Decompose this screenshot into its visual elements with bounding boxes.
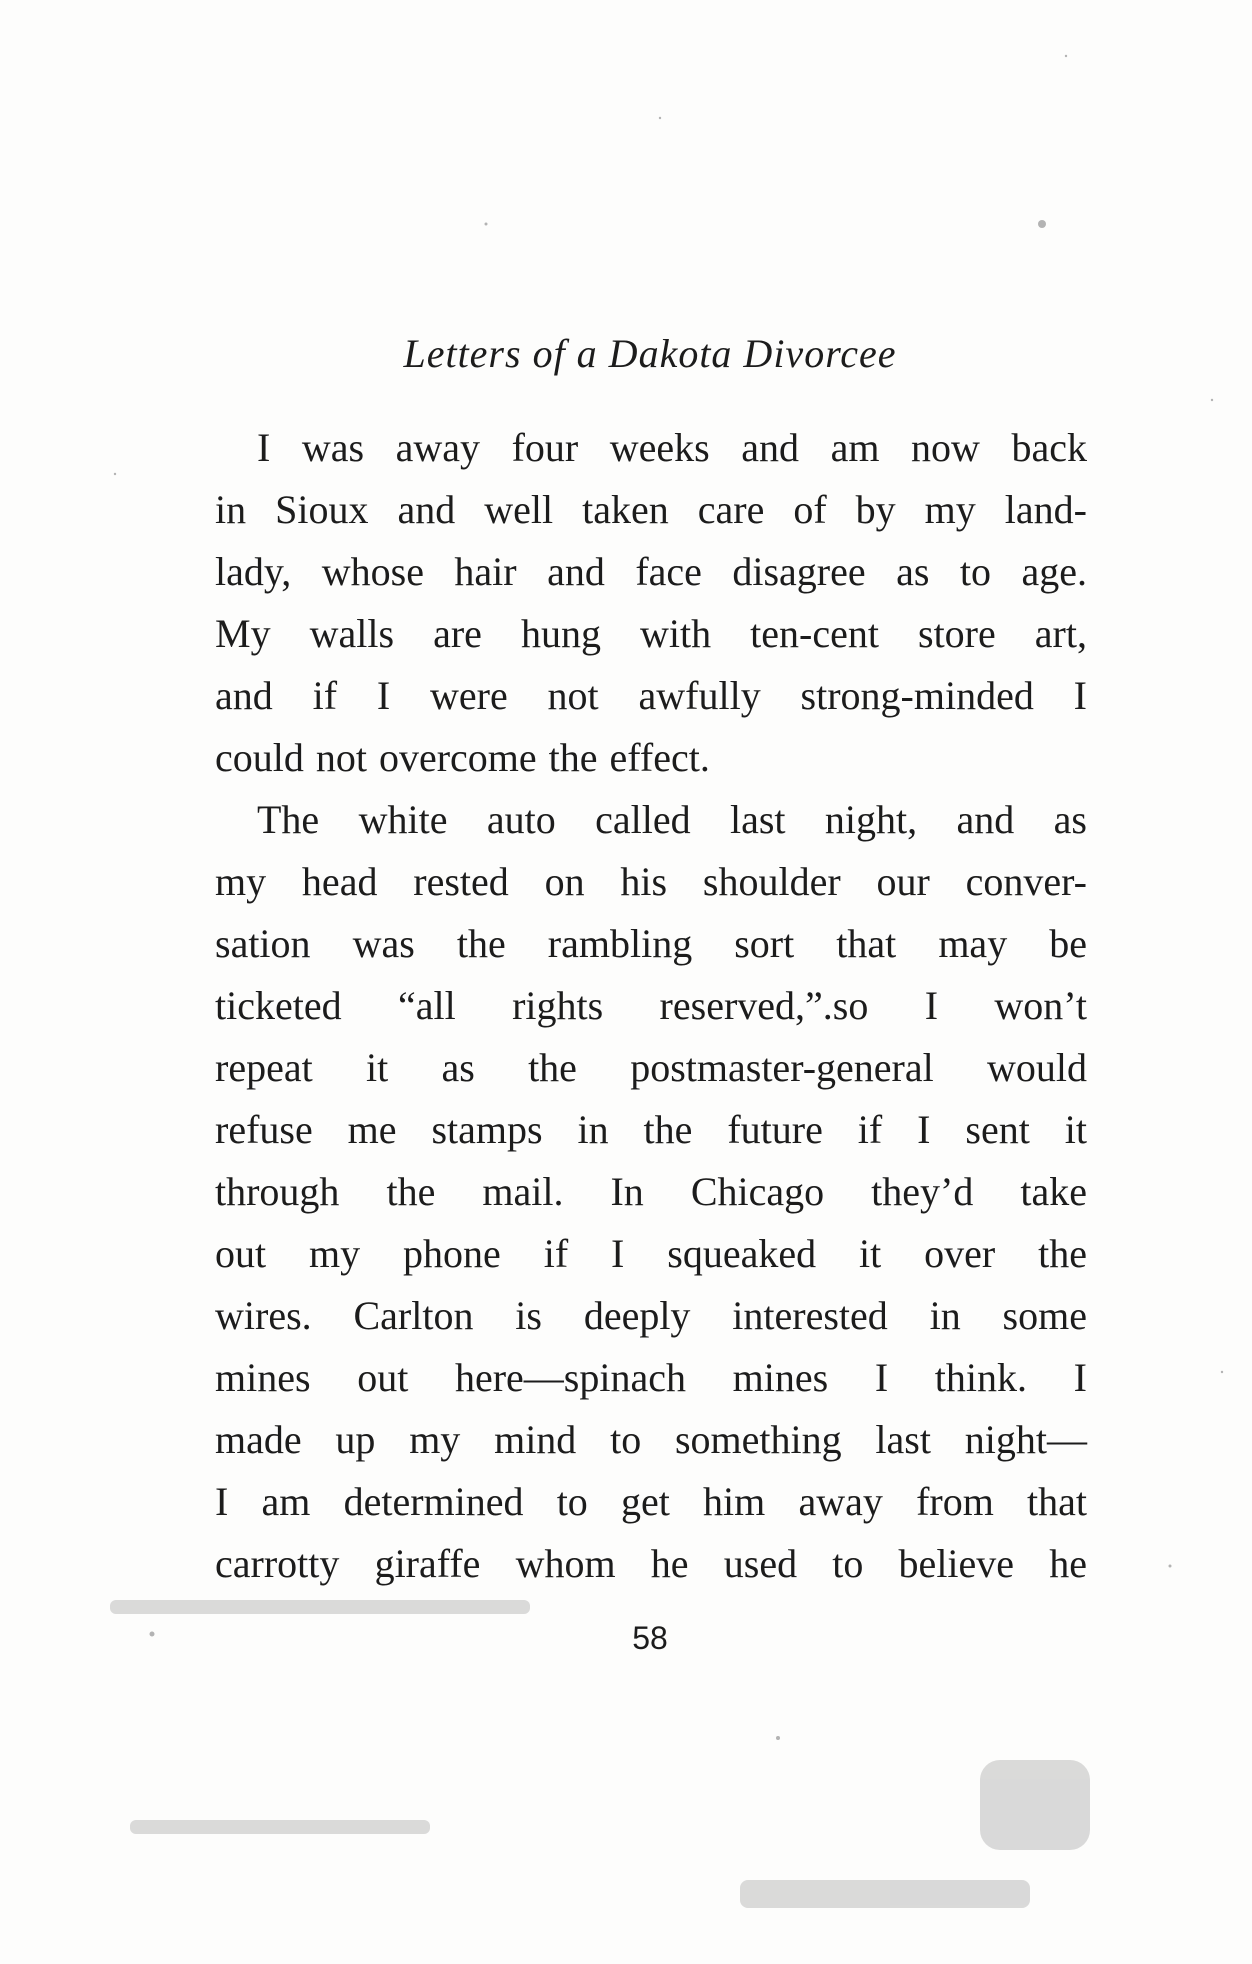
text-line: in Sioux and well taken care of by my land- (215, 487, 1087, 532)
running-head: Letters of a Dakota Divorcee (403, 331, 897, 376)
text-line: could not overcome the effect. (215, 735, 710, 780)
text-line: ticketed “all rights reserved,”.so I won’t (215, 983, 1087, 1028)
text-line: and if I were not awfully strong-minded I (215, 673, 1087, 718)
text-line: I was away four weeks and am now back (257, 425, 1087, 470)
text-line: refuse me stamps in the future if I sent it (215, 1107, 1087, 1152)
text-line: through the mail. In Chicago they’d take (215, 1169, 1087, 1214)
text-line: lady, whose hair and face disagree as to age. (215, 549, 1087, 594)
text-line: made up my mind to something last night— (215, 1417, 1087, 1462)
paragraph (215, 417, 1087, 789)
body-text (215, 417, 1087, 1595)
text-line: carrotty giraffe whom he used to believe he (215, 1541, 1087, 1586)
text-line: mines out here—spinach mines I think. I (215, 1355, 1087, 1400)
text-line: I am determined to get him away from that (215, 1479, 1087, 1524)
page-number: 58 (632, 1620, 668, 1656)
text-line: My walls are hung with ten-cent store art, (215, 611, 1087, 656)
text-line: my head rested on his shoulder our conver- (215, 859, 1087, 904)
text-line: sation was the rambling sort that may be (215, 921, 1087, 966)
paragraph (215, 789, 1087, 1595)
text-line: repeat it as the postmaster-general would (215, 1045, 1087, 1090)
text-line: out my phone if I squeaked it over the (215, 1231, 1087, 1276)
text-line: The white auto called last night, and as (257, 797, 1087, 842)
text-line: wires. Carlton is deeply interested in some (215, 1293, 1087, 1338)
